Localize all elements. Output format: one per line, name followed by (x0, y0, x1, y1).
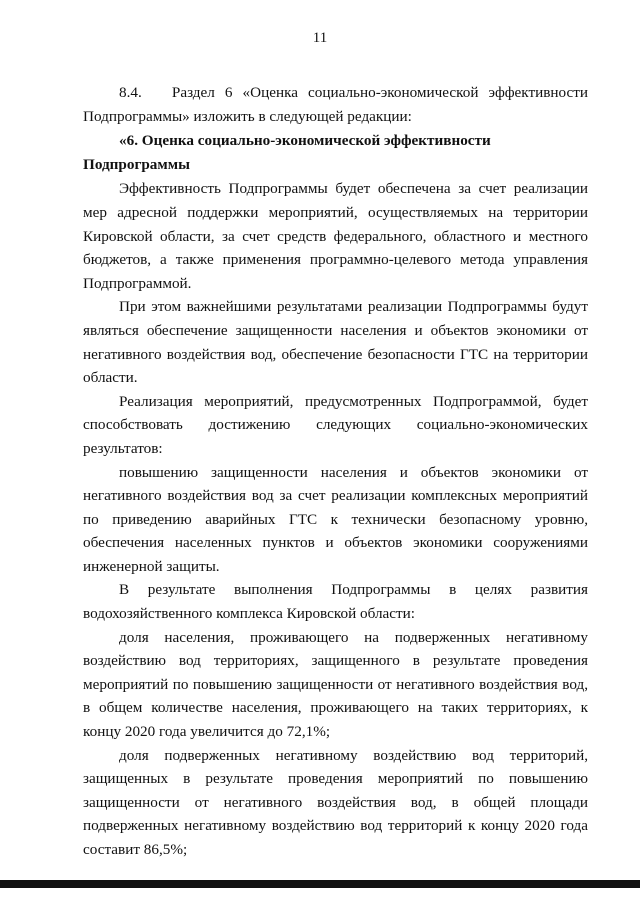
scan-bottom-border (0, 880, 640, 888)
paragraph-section-8-4: 8.4. Раздел 6 «Оценка социально-экономической эффективности Подпрограммы» изложить в следующей редакции: (83, 84, 588, 125)
paragraph-protection: повышению защищенности населения и объектов экономики от негативного воздействия вод за счет реализации комплексных мероприятий по приведению аварийных ГТС к технически безопасному уровню, обеспечения населенных пунктов и объектов экономики сооружениями инженерной защиты. (83, 463, 588, 575)
paragraph-implementation: Реализация мероприятий, предусмотренных Подпрограммой, будет способствовать достижению следующих социально-экономических результатов: (83, 392, 588, 457)
page-number: 11 (312, 30, 328, 46)
paragraph-population-share: доля населения, проживающего на подверженных негативному воздействию вод территориях, защищенного в результате проведения мероприятий по повышению защищенности от негативного воздействия вод, в общем количестве населения, проживающего на таких территориях, к концу 2020 года увеличится до 72,1%; (83, 628, 588, 741)
paragraph-outcome-intro: В результате выполнения Подпрограммы в целях развития водохозяйственного комплекса Кировской области: (83, 581, 588, 623)
document-body (83, 81, 588, 862)
paragraph-key-results: При этом важнейшими результатами реализации Подпрограммы будут являться обеспечение защищенности населения и объектов экономики от негативного воздействия вод, обеспечение безопасности ГТС на территории области. (83, 298, 588, 387)
paragraph-efficiency: Эффективность Подпрограммы будет обеспечена за счет реализации мер адресной поддержки мероприятий, осуществляемых на территории Кировской области, за счет средств федерального, областного и местного бюджетов, а также применения программно-целевого метода управления Подпрограммой. (83, 180, 588, 292)
paragraph-territory-share: доля подверженных негативному воздействию вод территорий, защищенных в результате проведения мероприятий по повышению защищенности от негативного воздействия вод, в общей площади подверженных негативному воздействию вод территорий к концу 2020 года составит 86,5%; (83, 746, 588, 858)
section-heading: «6. Оценка социально-экономической эффективности Подпрограммы (83, 132, 491, 173)
